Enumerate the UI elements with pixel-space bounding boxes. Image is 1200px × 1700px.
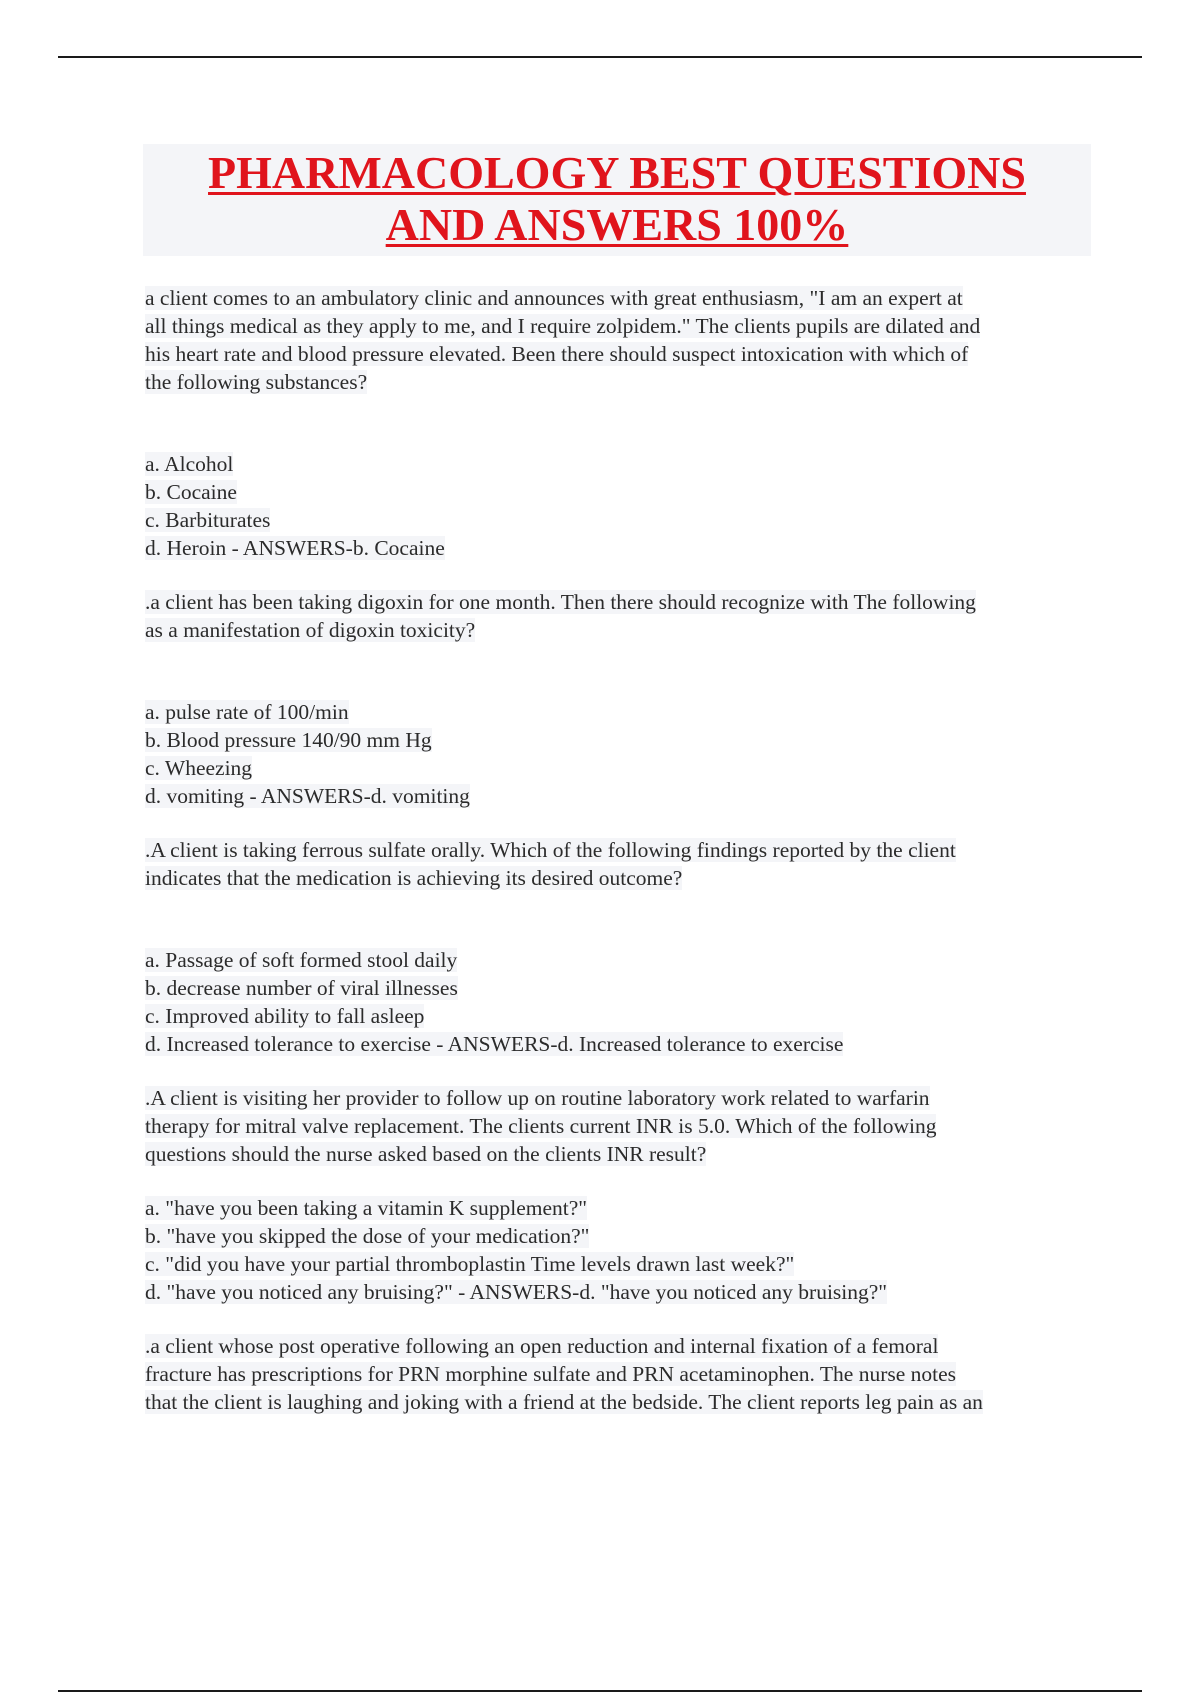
document-body [145,284,1095,1416]
question-stem-line: all things medical as they apply to me, and I require zolpidem." The clients pupils are dilated and [145,314,981,338]
answer-option: a. Passage of soft formed stool daily [145,948,458,972]
answer-option: a. pulse rate of 100/min [145,700,349,724]
question-stem-line: .A client is visiting her provider to follow up on routine laboratory work related to warfarin [145,1086,930,1110]
question-stem-line: a client comes to an ambulatory clinic and announces with great enthusiasm, "I am an expert at [145,286,963,310]
answer-options-2 [145,698,1095,810]
question-1 [145,284,1095,396]
answer-options-1 [145,450,1095,562]
answer-option: b. "have you skipped the dose of your medication?" [145,1224,590,1248]
answer-option: c. Wheezing [145,756,253,780]
answer-option: b. decrease number of viral illnesses [145,976,458,1000]
answer-option: b. Blood pressure 140/90 mm Hg [145,728,432,752]
title-line-1: PHARMACOLOGY BEST QUESTIONS [208,147,1026,198]
answer-option: c. Barbiturates [145,508,271,532]
document-title [143,144,1091,256]
answer-option: a. Alcohol [145,452,234,476]
answer-option: c. Improved ability to fall asleep [145,1004,425,1028]
question-stem-line: therapy for mitral valve replacement. The clients current INR is 5.0. Which of the following [145,1114,937,1138]
question-stem-line: his heart rate and blood pressure elevated. Been there should suspect intoxication with which of [145,342,969,366]
question-stem-line: the following substances? [145,370,368,394]
answer-options-3 [145,946,1095,1058]
question-3 [145,836,1095,892]
question-stem-line: questions should the nurse asked based on the clients INR result? [145,1142,707,1166]
question-2 [145,588,1095,644]
question-stem-line: that the client is laughing and joking with a friend at the bedside. The client reports leg pain as an [145,1390,983,1414]
bottom-rule [58,1690,1142,1692]
answer-options-4 [145,1194,1095,1306]
answer-option: c. "did you have your partial thromboplastin Time levels drawn last week?" [145,1252,795,1276]
question-stem-line: indicates that the medication is achieving its desired outcome? [145,866,683,890]
top-rule [58,56,1142,58]
answer-option-with-answer: d. vomiting - ANSWERS-d. vomiting [145,784,470,808]
answer-option-with-answer: d. "have you noticed any bruising?" - ANSWERS-d. "have you noticed any bruising?" [145,1280,888,1304]
question-4 [145,1084,1095,1168]
question-stem-line: .a client whose post operative following an open reduction and internal fixation of a femoral [145,1334,939,1358]
question-stem-line: fracture has prescriptions for PRN morphine sulfate and PRN acetaminophen. The nurse notes [145,1362,957,1386]
question-stem-line: .A client is taking ferrous sulfate orally. Which of the following findings reported by the client [145,838,956,862]
answer-option-with-answer: d. Increased tolerance to exercise - ANSWERS-d. Increased tolerance to exercise [145,1032,844,1056]
question-5 [145,1332,1095,1416]
answer-option-with-answer: d. Heroin - ANSWERS-b. Cocaine [145,536,445,560]
answer-option: a. "have you been taking a vitamin K supplement?" [145,1196,588,1220]
answer-option: b. Cocaine [145,480,237,504]
question-stem-line: as a manifestation of digoxin toxicity? [145,618,476,642]
question-stem-line: .a client has been taking digoxin for one month. Then there should recognize with The following [145,590,976,614]
title-line-2: AND ANSWERS 100% [385,199,849,250]
